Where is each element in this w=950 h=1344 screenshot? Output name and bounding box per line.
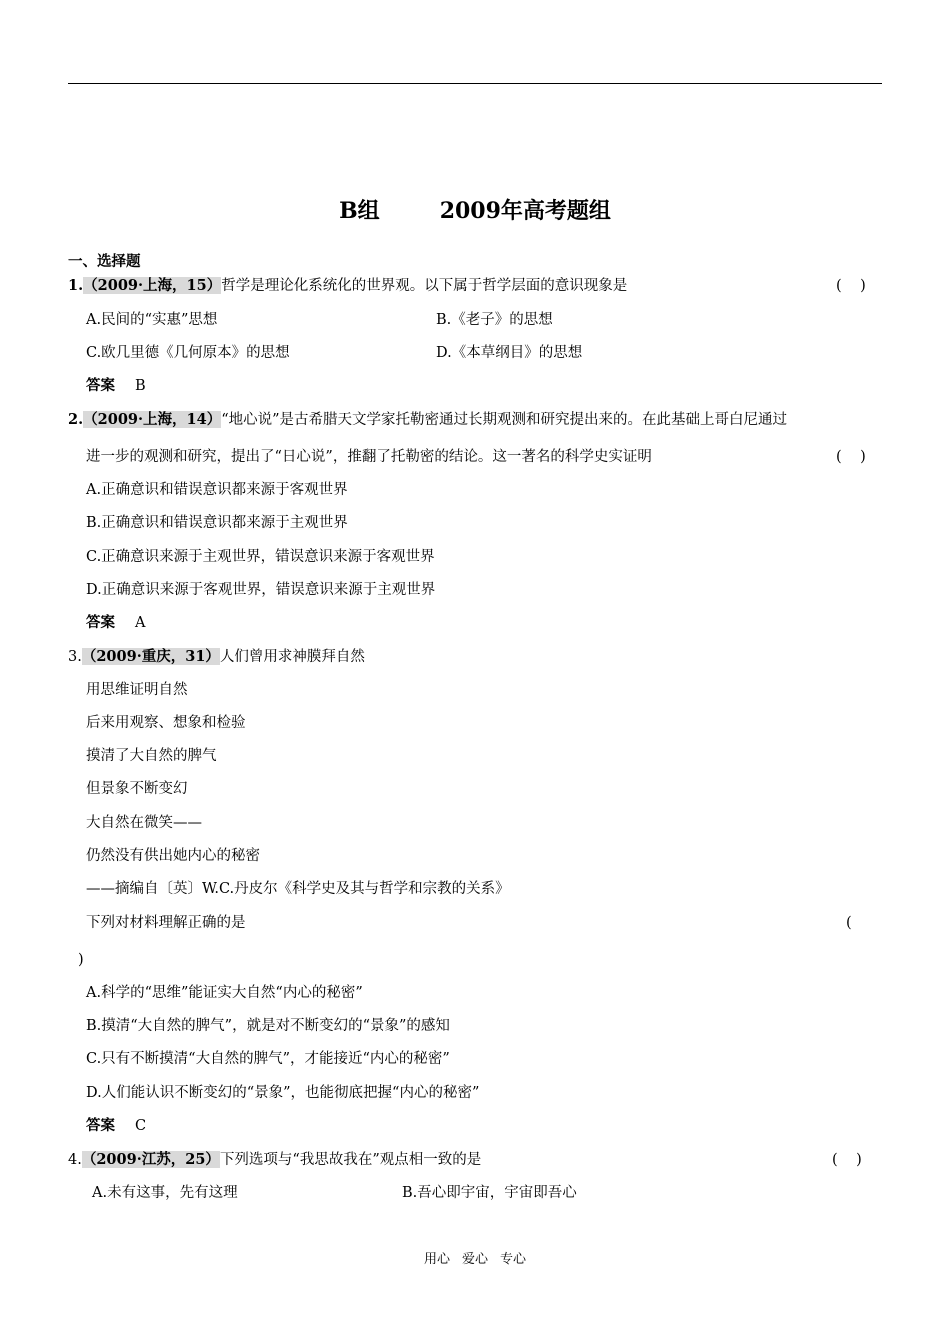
q2-answer-value: A [135,615,146,631]
q1-option-a: A.民间的“实惠”思想 [86,312,218,328]
q4-source: （2009·江苏，25） [81,1151,220,1168]
q1-option-c: C.欧几里德《几何原本》的思想 [86,345,290,361]
q3-poem-citation: ——摘编自〔英〕W.C.丹皮尔《科学史及其与哲学和宗教的关系》 [86,881,510,897]
q1-answer [86,376,146,396]
q3-option-a: A.科学的“思维”能证实大自然“内心的秘密” [86,985,363,1001]
page-title [0,194,950,225]
q1-source: （2009·上海，15） [83,277,222,294]
q1-number: 1. [68,277,84,294]
q3-number: 3. [68,649,82,665]
q2-answer-label: 答案 [86,614,115,631]
page-footer [0,1248,950,1267]
q1-answer-label: 答案 [86,377,115,394]
q3-option-d: D.人们能认识不断变幻的“景象”，也能彻底把握“内心的秘密” [86,1085,480,1101]
q4-option-a: A.未有这事，先有这理 [92,1185,238,1201]
q4-answer-paren: ( ) [832,1152,862,1168]
question-2 [68,410,787,430]
q1-option-d: D.《本草纲目》的思想 [436,345,583,361]
q2-option-b: B.正确意识和错误意识都来源于主观世界 [86,515,348,531]
q2-number: 2. [68,411,84,428]
question-1 [68,276,627,296]
q1-answer-paren: ( ) [836,278,866,294]
q3-answer-label: 答案 [86,1117,115,1134]
footer-text-3: 专心 [500,1252,527,1267]
question-4 [68,1150,481,1170]
q3-stem: 下列对材料理解正确的是 [86,915,246,931]
section-heading: 一、选择题 [68,253,141,270]
q1-option-b: B.《老子》的思想 [436,312,553,328]
q1-answer-value: B [135,378,146,394]
q2-option-d: D.正确意识来源于客观世界，错误意识来源于主观世界 [86,582,436,598]
q2-answer-paren: ( ) [836,449,866,465]
q3-answer [86,1116,146,1136]
q1-stem: 哲学是理论化系统化的世界观。以下属于哲学层面的意识现象是 [221,278,628,294]
q2-stem-line2: 进一步的观测和研究，提出了“日心说”，推翻了托勒密的结论。这一著名的科学史实证明 [86,449,652,465]
q3-option-c: C.只有不断摸清“大自然的脾气”，才能接近“内心的秘密” [86,1051,450,1067]
q3-answer-value: C [135,1118,147,1134]
q3-poem-line2: 用思维证明自然 [86,682,188,698]
question-3 [68,647,365,667]
title-name: 2009年高考题组 [439,198,611,224]
footer-text-1: 用心 [423,1252,450,1267]
q3-poem-line5: 但景象不断变幻 [86,781,188,797]
q2-stem-line1: “地心说”是古希腊天文学家托勒密通过长期观测和研究提出来的。在此基础上哥白尼通过 [221,412,788,428]
q2-answer [86,613,145,633]
q3-paren-close: ) [78,952,84,968]
q2-option-a: A.正确意识和错误意识都来源于客观世界 [86,482,348,498]
header-rule [68,83,882,84]
q4-option-b: B.吾心即宇宙，宇宙即吾心 [402,1185,577,1201]
q4-stem: 下列选项与“我思故我在”观点相一致的是 [219,1152,482,1168]
q4-number: 4. [68,1152,82,1168]
q3-poem-line6: 大自然在微笑—— [86,815,202,831]
q3-poem-line4: 摸清了大自然的脾气 [86,748,217,764]
q3-option-b: B.摸清“大自然的脾气”，就是对不断变幻的“景象”的感知 [86,1018,450,1034]
q3-poem-line3: 后来用观察、想象和检验 [86,715,246,731]
q3-poem-line1: 人们曾用求神膜拜自然 [219,649,365,665]
q2-option-c: C.正确意识来源于主观世界，错误意识来源于客观世界 [86,549,435,565]
q2-source: （2009·上海，14） [83,411,222,428]
footer-text-2: 爱心 [461,1252,488,1267]
q3-poem-line7: 仍然没有供出她内心的秘密 [86,848,260,864]
title-group: B组 [339,198,380,224]
q3-source: （2009·重庆，31） [81,648,220,665]
q3-paren-open: ( [846,915,852,931]
